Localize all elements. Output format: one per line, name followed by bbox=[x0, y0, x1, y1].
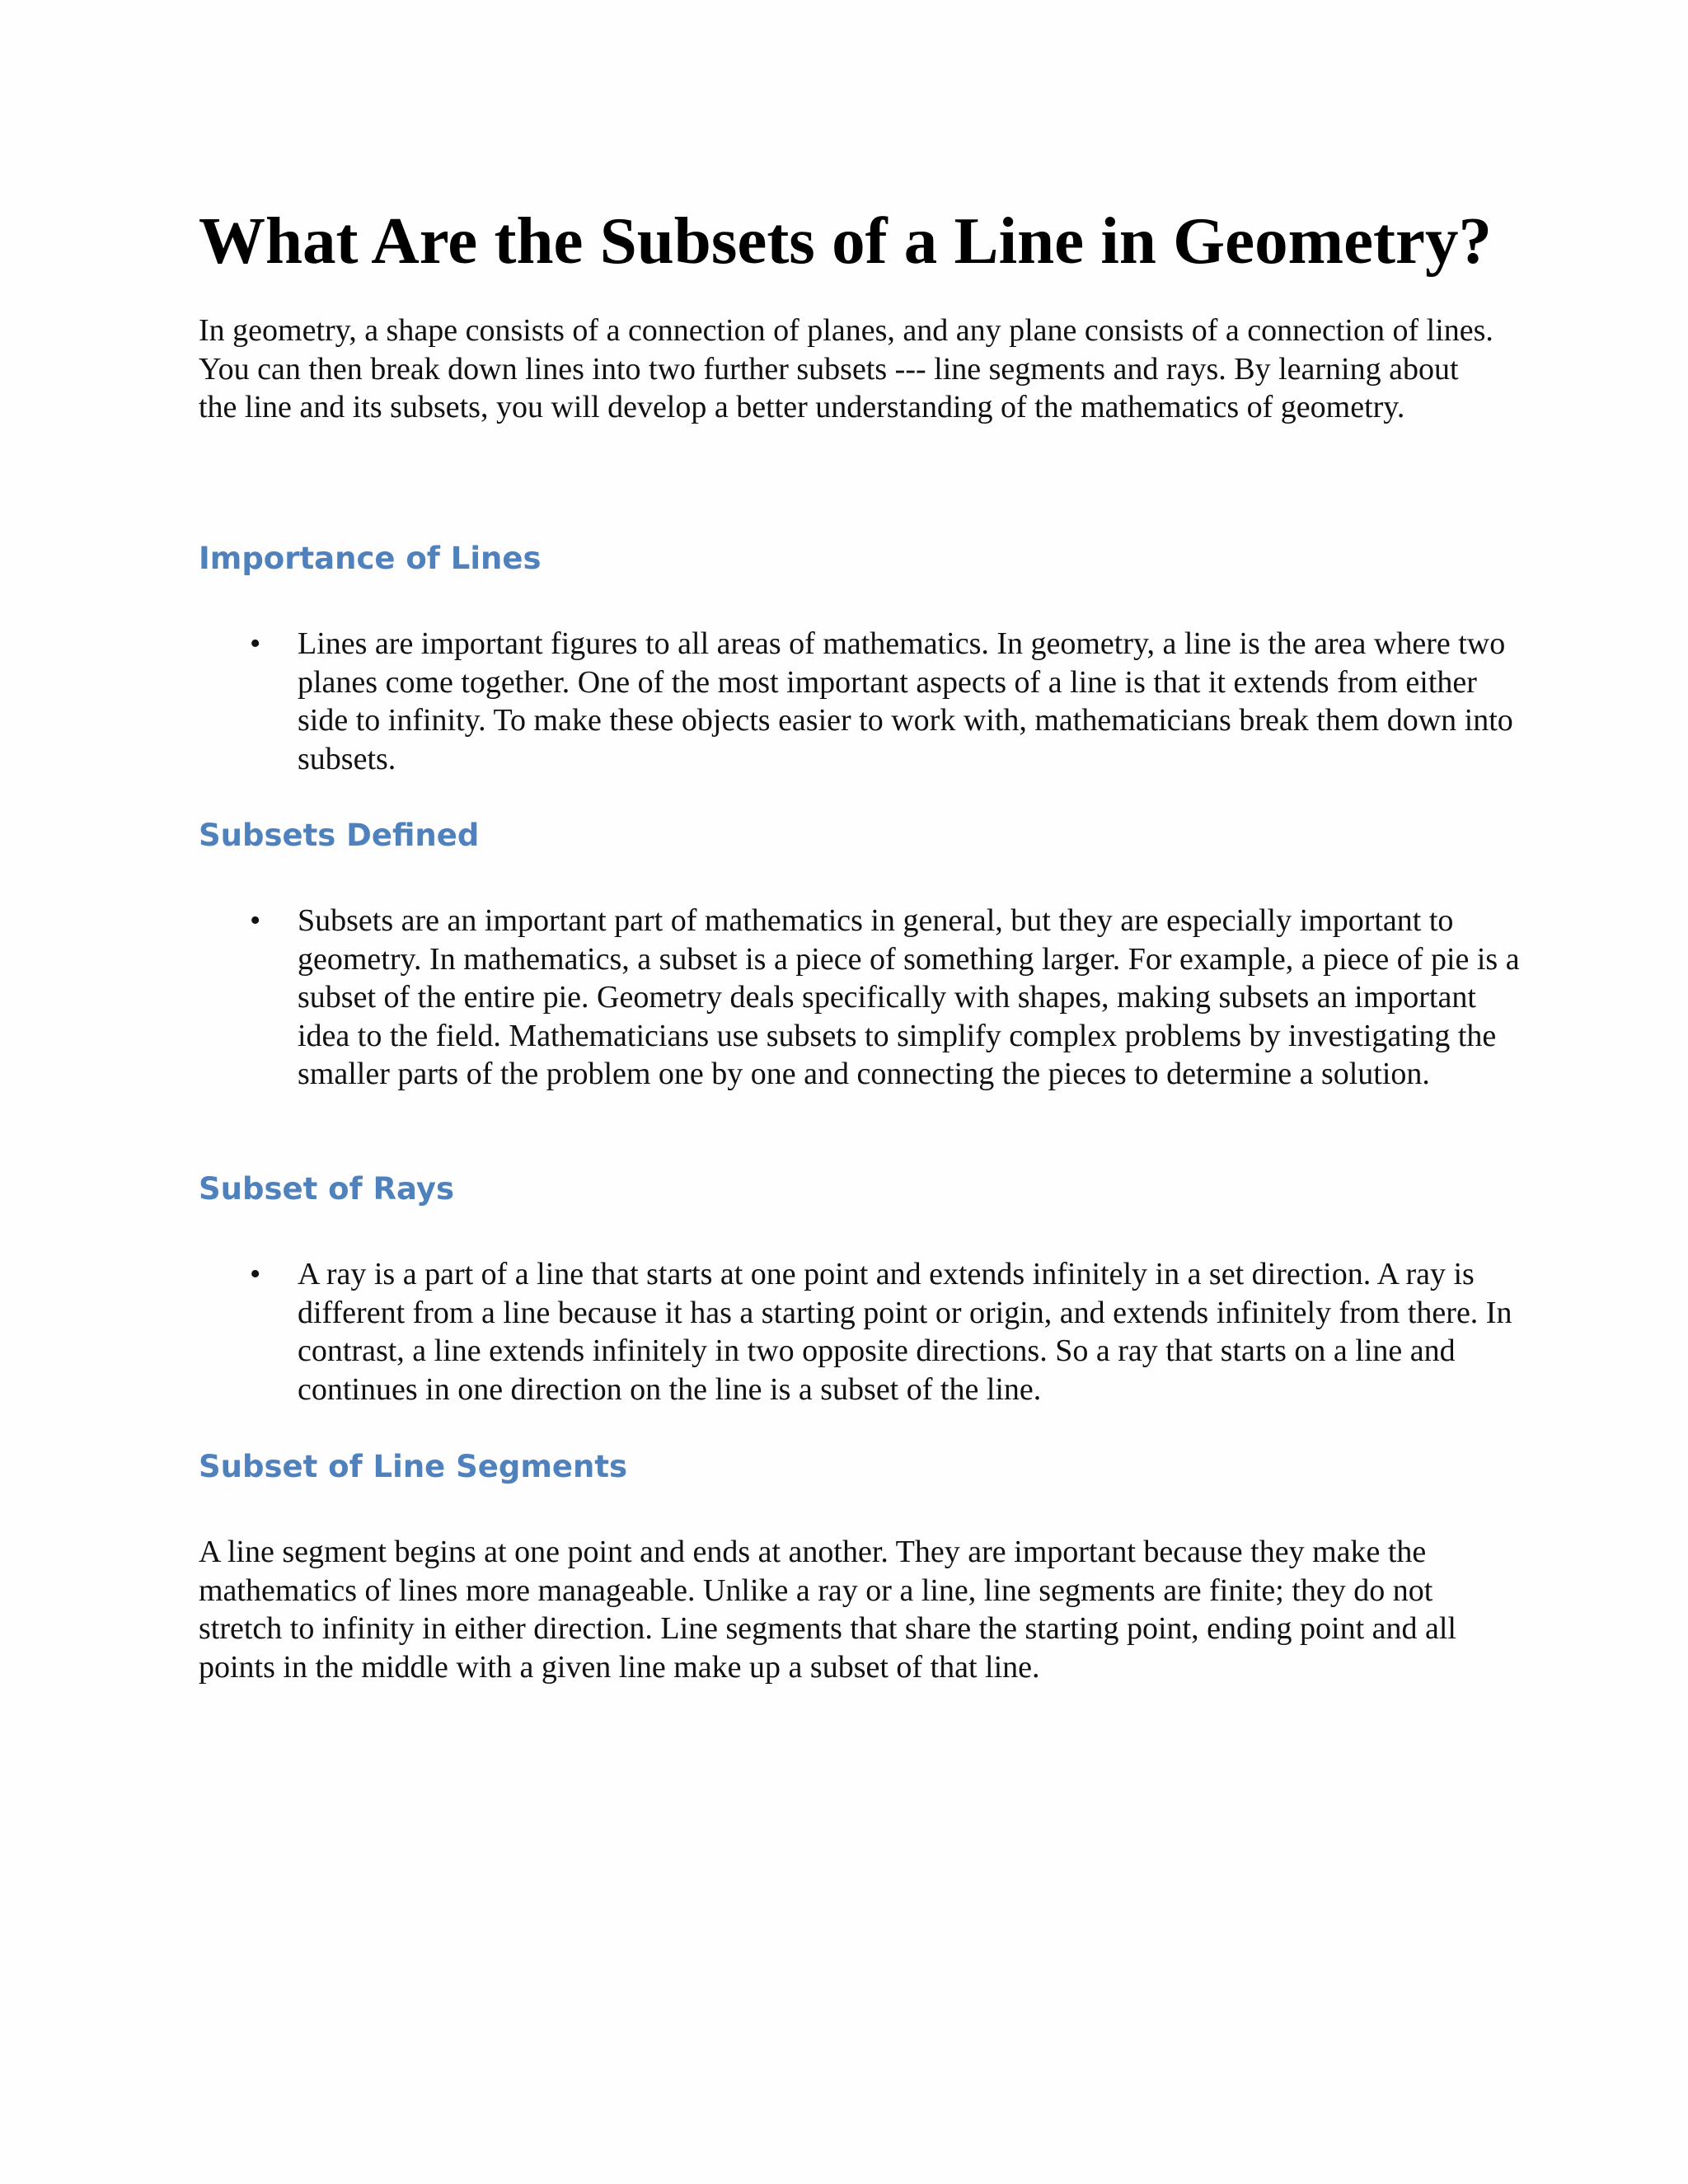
bullet-text: Lines are important figures to all areas of mathematics. In geometry, a line is the area where two planes come together. One of the most important aspects of a line is that it extends from either side to infinity. To make these objects easier to work with, mathematicians break them down into subsets. bbox=[298, 626, 1513, 776]
page-title: What Are the Subsets of a Line in Geometry? bbox=[199, 204, 1492, 278]
bullet-text: Subsets are an important part of mathematics in general, but they are especially important to geometry. In mathematics, a subset is a piece of something larger. For example, a piece of pie is a subset of the entire pie. Geometry deals specifically with shapes, making subsets an important idea to the field. Mathematicians use subsets to simplify complex problems by investigating the smaller parts of the problem one by one and connecting the pieces to determine a solution. bbox=[298, 903, 1520, 1091]
bullet-icon: • bbox=[250, 626, 261, 661]
section-paragraph: A line segment begins at one point and ends at another. They are important because they make the mathematics of lines more manageable. Unlike a ray or a line, line segments are finite; they do not stretch to infinity in either direction. Line segments that share the starting point, ending point and all points in the middle with a given line make up a subset of that line. bbox=[199, 1535, 1456, 1685]
section-heading-subsets-defined: Subsets Defined bbox=[199, 818, 480, 853]
intro-paragraph: In geometry, a shape consists of a connection of planes, and any plane consists of a connection of lines. You can then break down lines into two further subsets --- line segments and rays. By learning about the line and its subsets, you will develop a better understanding of the mathematics of geometry. bbox=[199, 313, 1493, 424]
section-heading-importance-of-lines: Importance of Lines bbox=[199, 541, 542, 576]
bullet-icon: • bbox=[250, 1257, 261, 1291]
section-heading-subset-of-line-segments: Subset of Line Segments bbox=[199, 1449, 628, 1484]
bullet-text: A ray is a part of a line that starts at one point and extends infinitely in a set direction. A ray is different from a line because it has a starting point or origin, and extends infinitely from there. In contrast, a line extends infinitely in two opposite directions. So a ray that starts on a line and continues in one direction on the line is a subset of the line. bbox=[298, 1257, 1512, 1407]
section-heading-subset-of-rays: Subset of Rays bbox=[199, 1171, 455, 1207]
bullet-icon: • bbox=[250, 903, 261, 938]
